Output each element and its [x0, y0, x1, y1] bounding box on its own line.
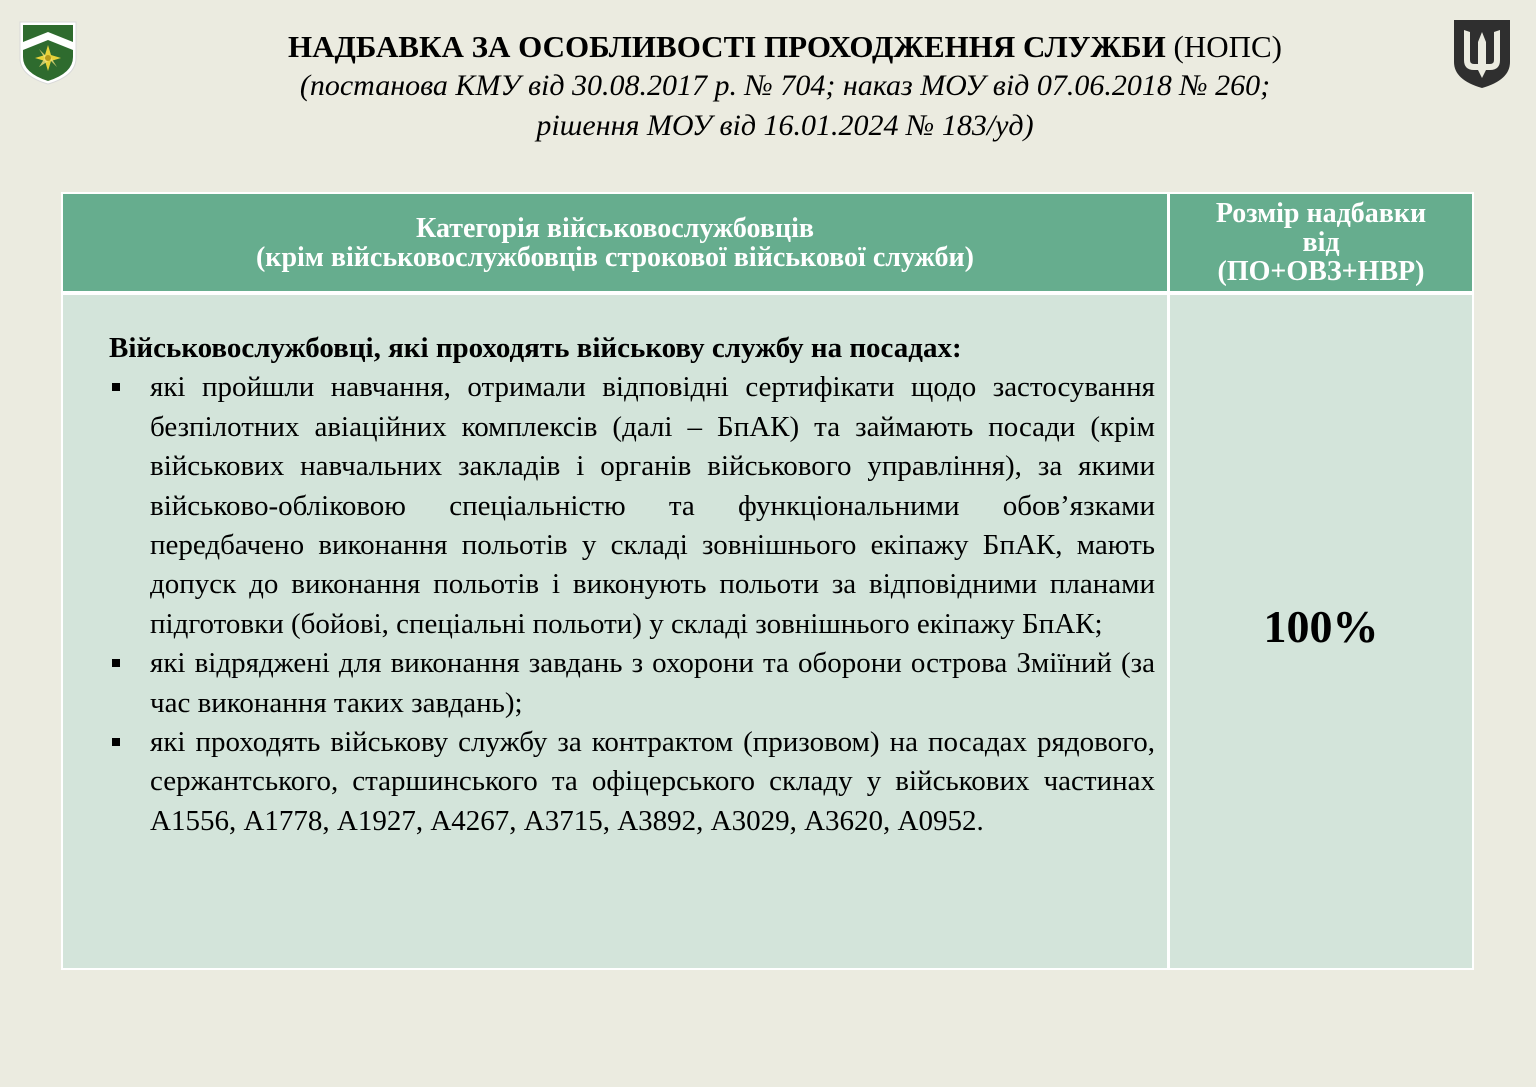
table-header — [63, 194, 1472, 295]
category-bullet-list — [109, 368, 1155, 841]
amount-header-line-3: (ПО+ОВЗ+НВР) — [1217, 256, 1425, 287]
unit-emblem-icon — [18, 20, 78, 86]
bullet-square-icon — [112, 659, 120, 667]
list-item-text: які проходять військову службу за контрактом (призовом) на посадах рядового, сержантського, старшинського та офіцерського складу у військових частинах А1556, А1778, А1927, А4267, А3715, А3892, А3029, А3620, А0952. — [150, 726, 1155, 837]
category-lead-text: Військовослужбовці, які проходять військову службу на посадах: — [109, 332, 962, 364]
amount-column-header — [1167, 194, 1472, 291]
title-abbreviation: (НОПС) — [1173, 29, 1282, 64]
amount-header-line-2: від — [1302, 227, 1340, 258]
category-header-line-2: (крім військовослужбовців строкової військової служби) — [255, 241, 974, 273]
category-column-header — [63, 194, 1167, 291]
amount-header-line-1: Розмір надбавки — [1215, 198, 1427, 229]
allowance-table — [61, 192, 1474, 970]
trident-emblem-icon — [1452, 18, 1512, 90]
table-body — [63, 295, 1472, 968]
page-header — [200, 28, 1370, 146]
amount-cell — [1167, 295, 1472, 968]
bullet-square-icon — [112, 738, 120, 746]
category-cell — [63, 295, 1167, 968]
allowance-percent: 100% — [1263, 601, 1379, 652]
list-item-text: які відряджені для виконання завдань з охорони та оборони острова Зміїний (за час виконання таких завдань); — [150, 647, 1155, 719]
list-item — [109, 368, 1155, 644]
list-item — [109, 644, 1155, 723]
page-title — [200, 28, 1370, 66]
subtitle-line-1: (постанова КМУ від 30.08.2017 р. № 704; наказ МОУ від 07.06.2018 № 260; — [299, 69, 1271, 102]
bullet-square-icon — [112, 383, 120, 391]
category-content — [109, 329, 1155, 841]
subtitle-line-2: рішення МОУ від 16.01.2024 № 183/уд) — [536, 109, 1034, 142]
list-item — [109, 723, 1155, 841]
category-header-line-1: Категорія військовослужбовців — [416, 212, 814, 244]
title-main: НАДБАВКА ЗА ОСОБЛИВОСТІ ПРОХОДЖЕННЯ СЛУЖБИ — [288, 29, 1166, 64]
list-item-text: які пройшли навчання, отримали відповідні сертифікати щодо застосування безпілотних авіаційних комплексів (далі – БпАК) та займають посади (крім військових навчальних закладів і органів військового управління), за якими військово-обліковою спеціальністю та функціональними обов’язками передбачено виконання польотів у складі зовнішнього екіпажу БпАК, мають допуск до виконання польотів і виконують польоти за відповідними планами підготовки (бойові, спеціальні польоти) у складі зовнішнього екіпажу БпАК; — [150, 371, 1155, 640]
